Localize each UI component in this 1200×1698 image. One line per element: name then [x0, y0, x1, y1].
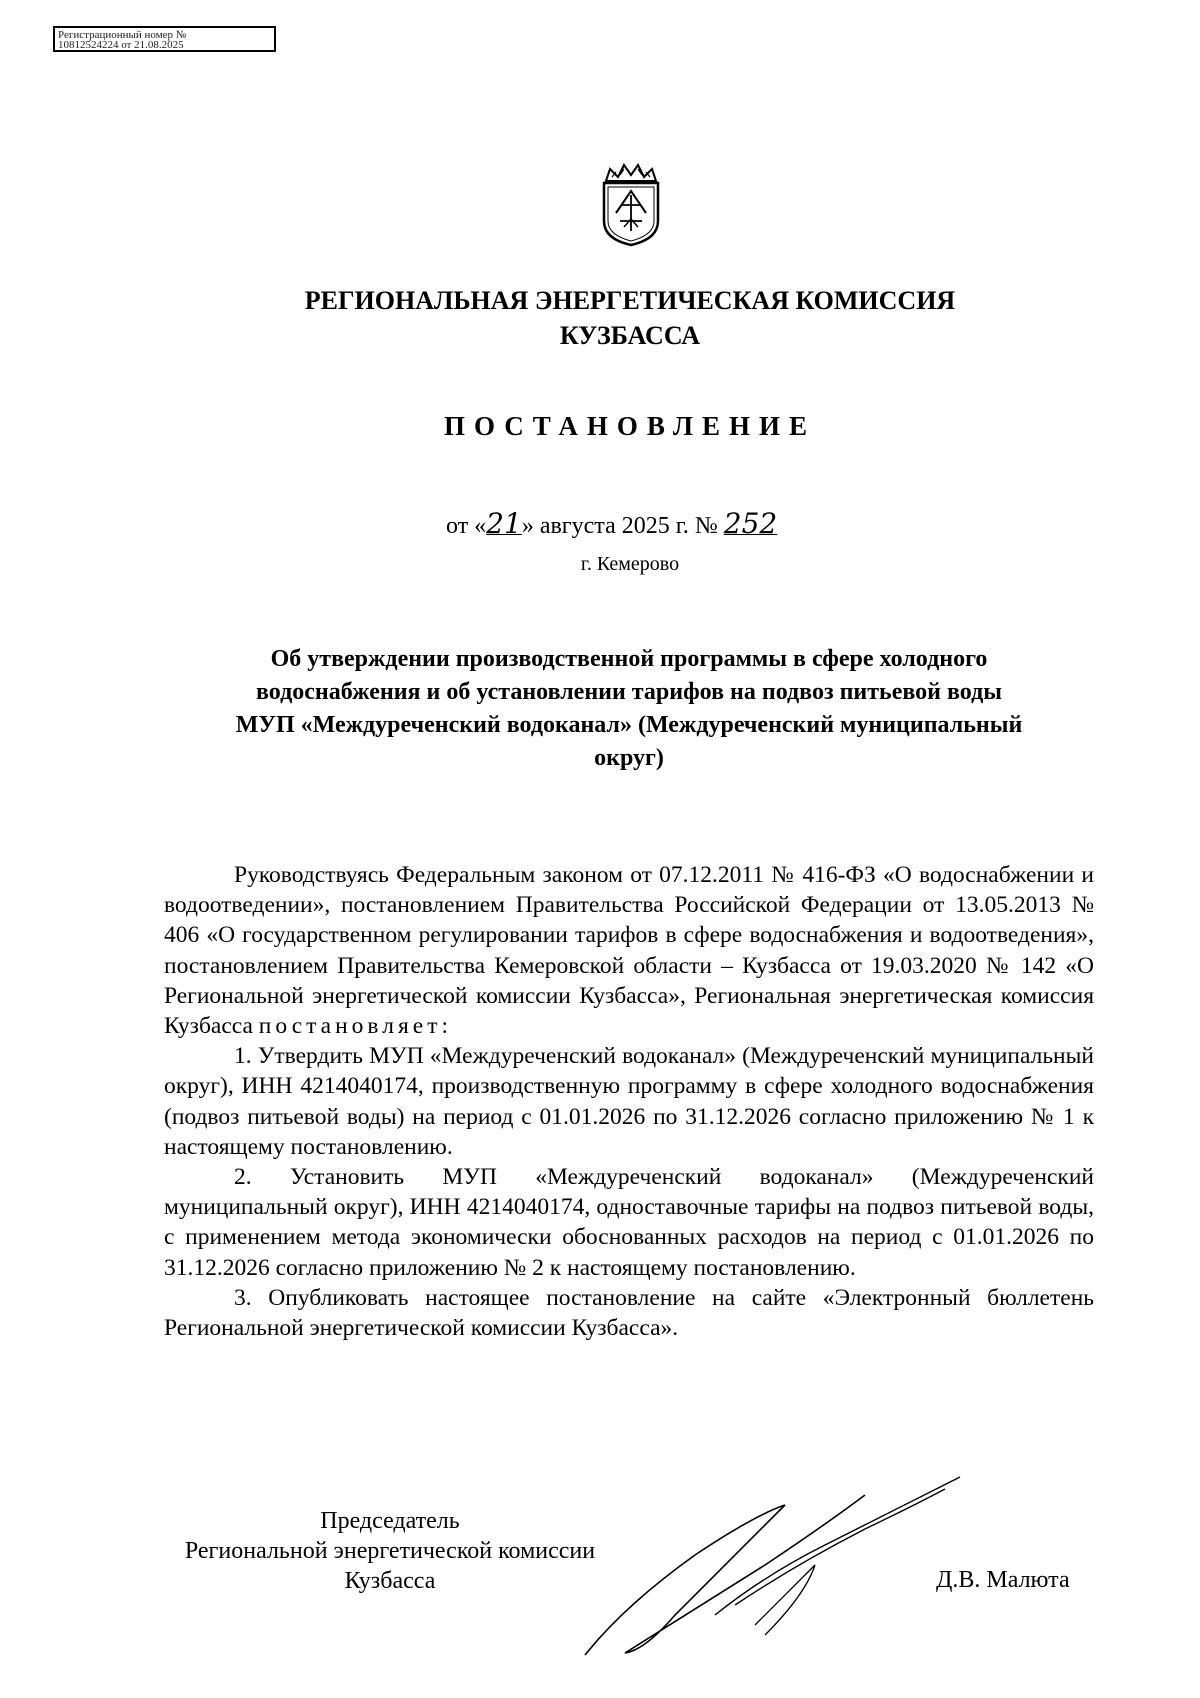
title-line-3: МУП «Междуреченский водоканал» (Междуреченский муниципальный	[235, 712, 1023, 738]
body-preamble	[164, 860, 1094, 1041]
coat-of-arms-icon	[596, 161, 666, 247]
title-line-4: округ)	[594, 745, 664, 771]
resolves-word: постановляет:	[258, 1013, 452, 1040]
preamble-text: Руководствуясь Федеральным законом от 07.12.2011 № 416-ФЗ «О водоснабжении и водоотведении», постановлением Правительства Российской Федерации от 13.05.2013 № 406 «О государственном регулировании тарифов в сфере водоснабжения и водоотведения», постановлением Правительства Кемеровской области – Кузбасса от 19.03.2020 № 142 «О Региональной энергетической комиссии Кузбасса», Региональная энергетическая комиссия Кузбасса	[164, 862, 1094, 1040]
handwritten-signature	[565, 1465, 975, 1665]
document-city: г. Кемерово	[580, 553, 680, 575]
body-item-1: 1. Утвердить МУП «Междуреченский водоканал» (Междуреченский муниципальный округ), ИНН 4214040174, производственную программу в сфере холодного водоснабжения (подвоз питьевой воды) на период с 01.01.2026 по 31.12.2026 согласно приложению № 1 к настоящему постановлению.	[164, 1043, 1094, 1160]
date-middle: » августа 2025 г. №	[521, 513, 724, 539]
registration-stamp	[53, 26, 276, 52]
registration-line-1: Регистрационный номер №	[58, 29, 187, 41]
position-line-3: Кузбасса	[344, 1568, 436, 1594]
handwritten-number: 252	[723, 507, 778, 540]
body-item-3: 3. Опубликовать настоящее постановление на сайте «Электронный бюллетень Региональной энергетической комиссии Кузбасса».	[164, 1284, 1094, 1342]
document-date-number	[446, 507, 777, 540]
signatory-name: Д.В. Малюта	[936, 1567, 1070, 1593]
signatory-position	[150, 1506, 630, 1596]
registration-line-2: 10812524224 от 21.08.2025	[58, 39, 184, 51]
body-item-2: 2. Установить МУП «Междуреченский водоканал» (Междуреченский муниципальный округ), ИНН 4214040174, одноставочные тарифы на подвоз питьевой воды, с применением метода экономически обоснованных расходов на период с 01.01.2026 по 31.12.2026 согласно приложению № 2 к настоящему постановлению.	[164, 1164, 1094, 1281]
document-body	[164, 860, 1094, 1343]
position-line-2: Региональной энергетической комиссии	[184, 1538, 596, 1564]
handwritten-day: 21	[486, 507, 522, 540]
organization-name-region: КУЗБАССА	[559, 321, 701, 350]
title-line-2: водоснабжения и об установлении тарифов на подвоз питьевой воды	[256, 679, 1002, 705]
position-line-1: Председатель	[320, 1508, 460, 1534]
organization-name: РЕГИОНАЛЬНАЯ ЭНЕРГЕТИЧЕСКАЯ КОМИССИЯ	[304, 286, 956, 315]
title-line-1: Об утверждении производственной программы в сфере холодного	[270, 646, 988, 672]
date-prefix: от «	[446, 513, 487, 539]
document-title	[160, 643, 1098, 775]
document-type: ПОСТАНОВЛЕНИЕ	[443, 411, 817, 441]
